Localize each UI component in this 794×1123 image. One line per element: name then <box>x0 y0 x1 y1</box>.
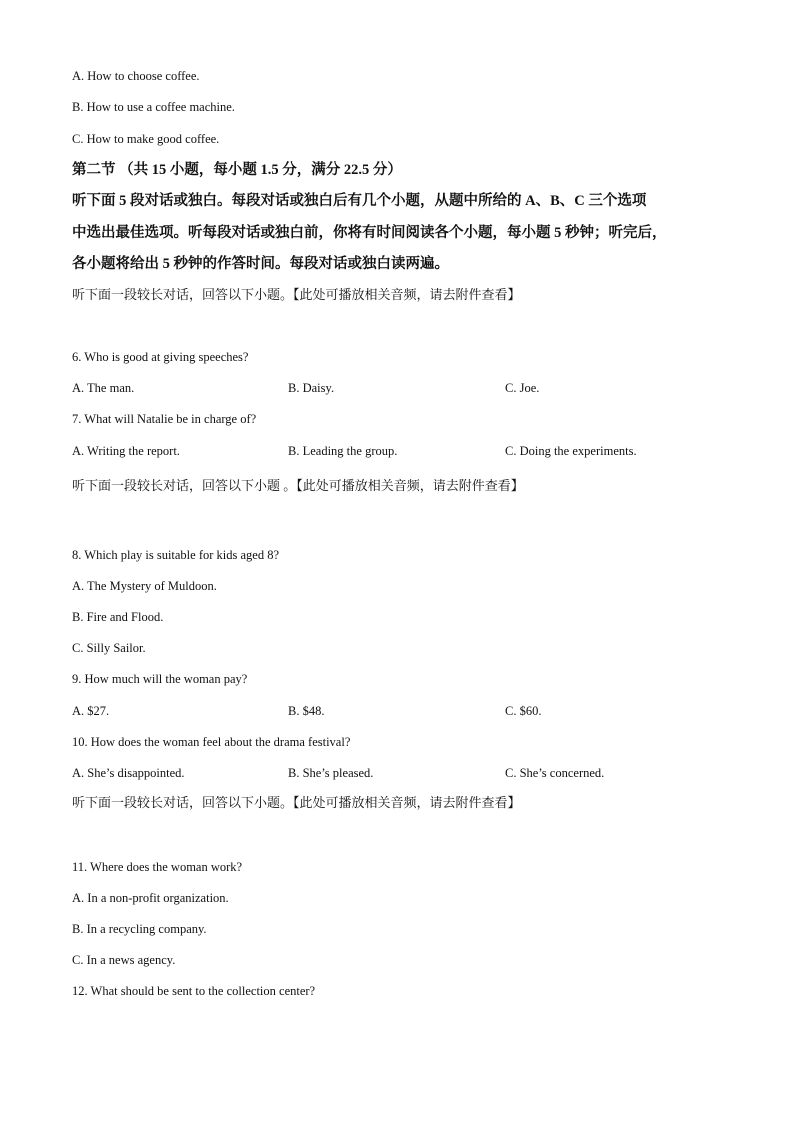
option-9c: C. $60. <box>505 704 542 718</box>
option-10c: C. She’s concerned. <box>505 766 605 780</box>
question-9: 9. How much will the woman pay? <box>72 672 248 686</box>
section-title: 第二节 （共 15 小题，每小题 1.5 分，满分 22.5 分） <box>72 162 402 178</box>
listening-prompt-2: 听下面一段较长对话，回答以下小题 。【此处可播放相关音频，请去附件查看】 <box>72 478 524 493</box>
option-6a: A. The man. <box>72 381 135 395</box>
option-6b: B. Daisy. <box>288 381 335 395</box>
instructions-line-2: 中选出最佳选项。听每段对话或独白前，你将有时间阅读各个小题，每小题 5 秒钟；听完后， <box>72 225 667 241</box>
option-8a: A. The Mystery of Muldoon. <box>72 579 217 593</box>
listening-prompt-3: 听下面一段较长对话，回答以下小题。【此处可播放相关音频，请去附件查看】 <box>72 795 521 810</box>
question-7: 7. What will Natalie be in charge of? <box>72 412 257 426</box>
instructions-line-1: 听下面 5 段对话或独白。每段对话或独白后有几个小题，从题中所给的 A、B、C 三个选项 <box>72 193 647 209</box>
question-6-options <box>72 380 722 396</box>
option-10a: A. She’s disappointed. <box>72 766 185 780</box>
option-11b: B. In a recycling company. <box>72 922 207 936</box>
question-8: 8. Which play is suitable for kids aged 8? <box>72 548 280 562</box>
question-10-options <box>72 765 722 781</box>
option-6c: C. Joe. <box>505 381 540 395</box>
option-8c: C. Silly Sailor. <box>72 641 146 655</box>
option-9b: B. $48. <box>288 704 325 718</box>
option-7c: C. Doing the experiments. <box>505 444 637 458</box>
option-5c: C. How to make good coffee. <box>72 132 220 146</box>
option-9a: A. $27. <box>72 704 110 718</box>
question-11: 11. Where does the woman work? <box>72 860 243 874</box>
instructions-line-3: 各小题将给出 5 秒钟的作答时间。每段对话或独白读两遍。 <box>72 256 449 272</box>
option-7a: A. Writing the report. <box>72 444 180 458</box>
listening-prompt-1: 听下面一段较长对话，回答以下小题。【此处可播放相关音频，请去附件查看】 <box>72 287 521 302</box>
option-7b: B. Leading the group. <box>288 444 398 458</box>
option-10b: B. She’s pleased. <box>288 766 374 780</box>
option-8b: B. Fire and Flood. <box>72 610 164 624</box>
question-9-options <box>72 703 722 719</box>
question-10: 10. How does the woman feel about the drama festival? <box>72 735 351 749</box>
question-7-options <box>72 443 722 459</box>
option-11a: A. In a non-profit organization. <box>72 891 229 905</box>
question-6: 6. Who is good at giving speeches? <box>72 350 249 364</box>
question-12: 12. What should be sent to the collection center? <box>72 984 316 998</box>
option-5b: B. How to use a coffee machine. <box>72 100 235 114</box>
option-5a: A. How to choose coffee. <box>72 69 200 83</box>
option-11c: C. In a news agency. <box>72 953 176 967</box>
